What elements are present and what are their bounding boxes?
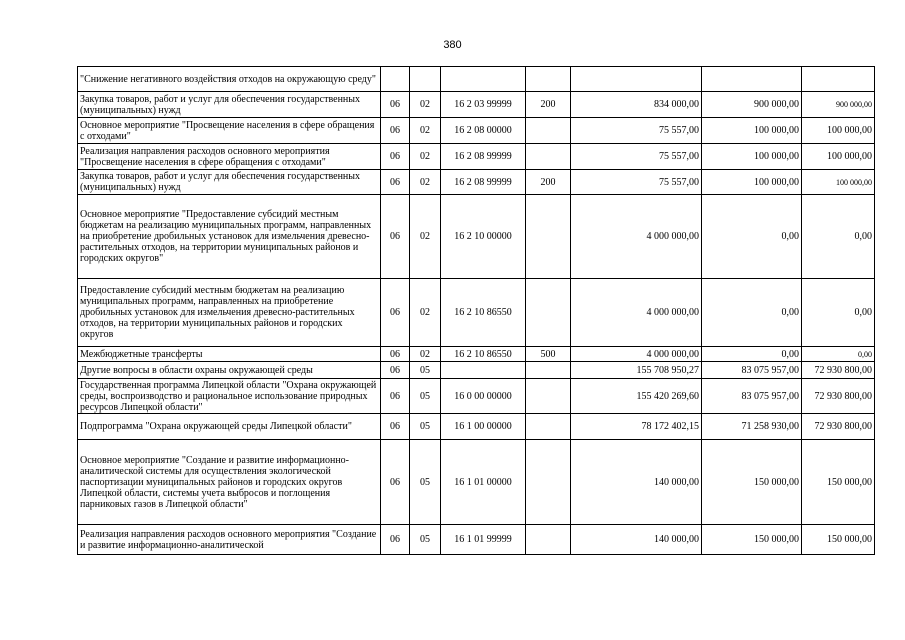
cell-name: "Снижение негативного воздействия отходов на окружающую среду" — [78, 67, 381, 92]
cell-sub: 05 — [410, 362, 441, 379]
cell-y2: 100 000,00 — [702, 144, 802, 170]
cell-csr: 16 0 00 00000 — [441, 379, 526, 414]
cell-y3: 100 000,00 — [802, 144, 875, 170]
cell-sub: 05 — [410, 414, 441, 440]
table-row — [78, 118, 875, 144]
table-row — [78, 525, 875, 555]
cell-y3: 0,00 — [802, 347, 875, 362]
cell-name: Закупка товаров, работ и услуг для обеспечения государственных (муниципальных) нужд — [78, 170, 381, 195]
cell-csr — [441, 67, 526, 92]
cell-sec: 06 — [381, 118, 410, 144]
budget-table — [77, 66, 875, 555]
cell-vr — [526, 414, 571, 440]
cell-csr — [441, 362, 526, 379]
cell-csr: 16 2 08 00000 — [441, 118, 526, 144]
cell-sec: 06 — [381, 144, 410, 170]
cell-vr: 200 — [526, 170, 571, 195]
cell-vr — [526, 118, 571, 144]
cell-vr — [526, 440, 571, 525]
cell-y1: 834 000,00 — [571, 92, 702, 118]
cell-y2: 900 000,00 — [702, 92, 802, 118]
cell-name: Предоставление субсидий местным бюджетам на реализацию муниципальных программ, направленных на приобретение дробильных установок для измельчения древесно-растительных отходов, на территории муниципальных районов и городских округов — [78, 279, 381, 347]
cell-vr — [526, 379, 571, 414]
cell-y1: 75 557,00 — [571, 170, 702, 195]
cell-y1: 4 000 000,00 — [571, 195, 702, 279]
cell-y3: 100 000,00 — [802, 170, 875, 195]
cell-y1: 75 557,00 — [571, 144, 702, 170]
cell-y3: 900 000,00 — [802, 92, 875, 118]
cell-sec: 06 — [381, 414, 410, 440]
cell-sec: 06 — [381, 362, 410, 379]
cell-name: Государственная программа Липецкой области "Охрана окружающей среды, воспроизводство и рациональное использование природных ресурсов Липецкой области" — [78, 379, 381, 414]
cell-sec: 06 — [381, 279, 410, 347]
cell-y2: 100 000,00 — [702, 118, 802, 144]
cell-y1: 155 708 950,27 — [571, 362, 702, 379]
cell-sub: 02 — [410, 92, 441, 118]
cell-sec: 06 — [381, 525, 410, 555]
cell-y3: 150 000,00 — [802, 525, 875, 555]
cell-sec: 06 — [381, 440, 410, 525]
cell-vr — [526, 525, 571, 555]
cell-csr: 16 1 01 99999 — [441, 525, 526, 555]
cell-sub: 02 — [410, 347, 441, 362]
cell-csr: 16 1 01 00000 — [441, 440, 526, 525]
table-row — [78, 170, 875, 195]
cell-y2: 0,00 — [702, 195, 802, 279]
cell-csr: 16 2 10 00000 — [441, 195, 526, 279]
cell-y3: 0,00 — [802, 279, 875, 347]
cell-y2: 71 258 930,00 — [702, 414, 802, 440]
cell-vr — [526, 362, 571, 379]
cell-csr: 16 2 10 86550 — [441, 347, 526, 362]
cell-y3: 72 930 800,00 — [802, 362, 875, 379]
table-row — [78, 67, 875, 92]
table-row — [78, 379, 875, 414]
cell-name: Межбюджетные трансферты — [78, 347, 381, 362]
cell-y2: 83 075 957,00 — [702, 362, 802, 379]
cell-vr: 500 — [526, 347, 571, 362]
cell-y1: 140 000,00 — [571, 440, 702, 525]
cell-csr: 16 1 00 00000 — [441, 414, 526, 440]
cell-y1: 4 000 000,00 — [571, 279, 702, 347]
cell-sub: 05 — [410, 525, 441, 555]
cell-vr — [526, 144, 571, 170]
cell-name: Подпрограмма "Охрана окружающей среды Липецкой области" — [78, 414, 381, 440]
cell-name: Основное мероприятие "Предоставление субсидий местным бюджетам на реализацию муниципальных программ, направленных на приобретение дробильных установок для измельчения древесно-растительных отходов, на территории муниципальных районов и городских округов" — [78, 195, 381, 279]
cell-name: Основное мероприятие "Просвещение населения в сфере обращения с отходами" — [78, 118, 381, 144]
cell-y3: 72 930 800,00 — [802, 379, 875, 414]
cell-y1: 78 172 402,15 — [571, 414, 702, 440]
cell-name: Закупка товаров, работ и услуг для обеспечения государственных (муниципальных) нужд — [78, 92, 381, 118]
cell-y3: 150 000,00 — [802, 440, 875, 525]
cell-y1: 75 557,00 — [571, 118, 702, 144]
table-row — [78, 195, 875, 279]
cell-vr — [526, 279, 571, 347]
table-row — [78, 440, 875, 525]
table-row — [78, 92, 875, 118]
cell-csr: 16 2 08 99999 — [441, 144, 526, 170]
cell-sub: 02 — [410, 170, 441, 195]
cell-sec — [381, 67, 410, 92]
cell-name: Реализация направления расходов основного мероприятия "Создание и развитие информационно-аналитической — [78, 525, 381, 555]
table-row — [78, 414, 875, 440]
cell-sub: 05 — [410, 379, 441, 414]
cell-y2: 0,00 — [702, 279, 802, 347]
cell-sub: 02 — [410, 144, 441, 170]
cell-name: Основное мероприятие "Создание и развитие информационно-аналитической системы для осуществления экологической паспортизации муниципальных районов и городских округов Липецкой области, системы учета выбросов и поглощения парниковых газов в Липецкой области" — [78, 440, 381, 525]
cell-vr — [526, 195, 571, 279]
cell-sub: 02 — [410, 118, 441, 144]
cell-sec: 06 — [381, 347, 410, 362]
cell-y3: 0,00 — [802, 195, 875, 279]
cell-y2: 150 000,00 — [702, 525, 802, 555]
cell-y1: 155 420 269,60 — [571, 379, 702, 414]
cell-csr: 16 2 03 99999 — [441, 92, 526, 118]
cell-vr: 200 — [526, 92, 571, 118]
cell-y2: 83 075 957,00 — [702, 379, 802, 414]
table-row — [78, 347, 875, 362]
cell-sub: 02 — [410, 195, 441, 279]
cell-name: Реализация направления расходов основного мероприятия "Просвещение населения в сфере обращения с отходами" — [78, 144, 381, 170]
cell-y3: 72 930 800,00 — [802, 414, 875, 440]
cell-sec: 06 — [381, 92, 410, 118]
cell-sub: 02 — [410, 279, 441, 347]
cell-y2: 150 000,00 — [702, 440, 802, 525]
table-row — [78, 279, 875, 347]
cell-name: Другие вопросы в области охраны окружающей среды — [78, 362, 381, 379]
cell-sec: 06 — [381, 170, 410, 195]
cell-sec: 06 — [381, 379, 410, 414]
cell-y2 — [702, 67, 802, 92]
cell-csr: 16 2 08 99999 — [441, 170, 526, 195]
table-row — [78, 144, 875, 170]
cell-csr: 16 2 10 86550 — [441, 279, 526, 347]
cell-y1 — [571, 67, 702, 92]
table-row — [78, 362, 875, 379]
cell-sub — [410, 67, 441, 92]
cell-y1: 140 000,00 — [571, 525, 702, 555]
cell-vr — [526, 67, 571, 92]
cell-y1: 4 000 000,00 — [571, 347, 702, 362]
cell-y3: 100 000,00 — [802, 118, 875, 144]
page-number: 380 — [443, 39, 462, 51]
cell-y2: 0,00 — [702, 347, 802, 362]
cell-y2: 100 000,00 — [702, 170, 802, 195]
cell-sub: 05 — [410, 440, 441, 525]
cell-sec: 06 — [381, 195, 410, 279]
cell-y3 — [802, 67, 875, 92]
